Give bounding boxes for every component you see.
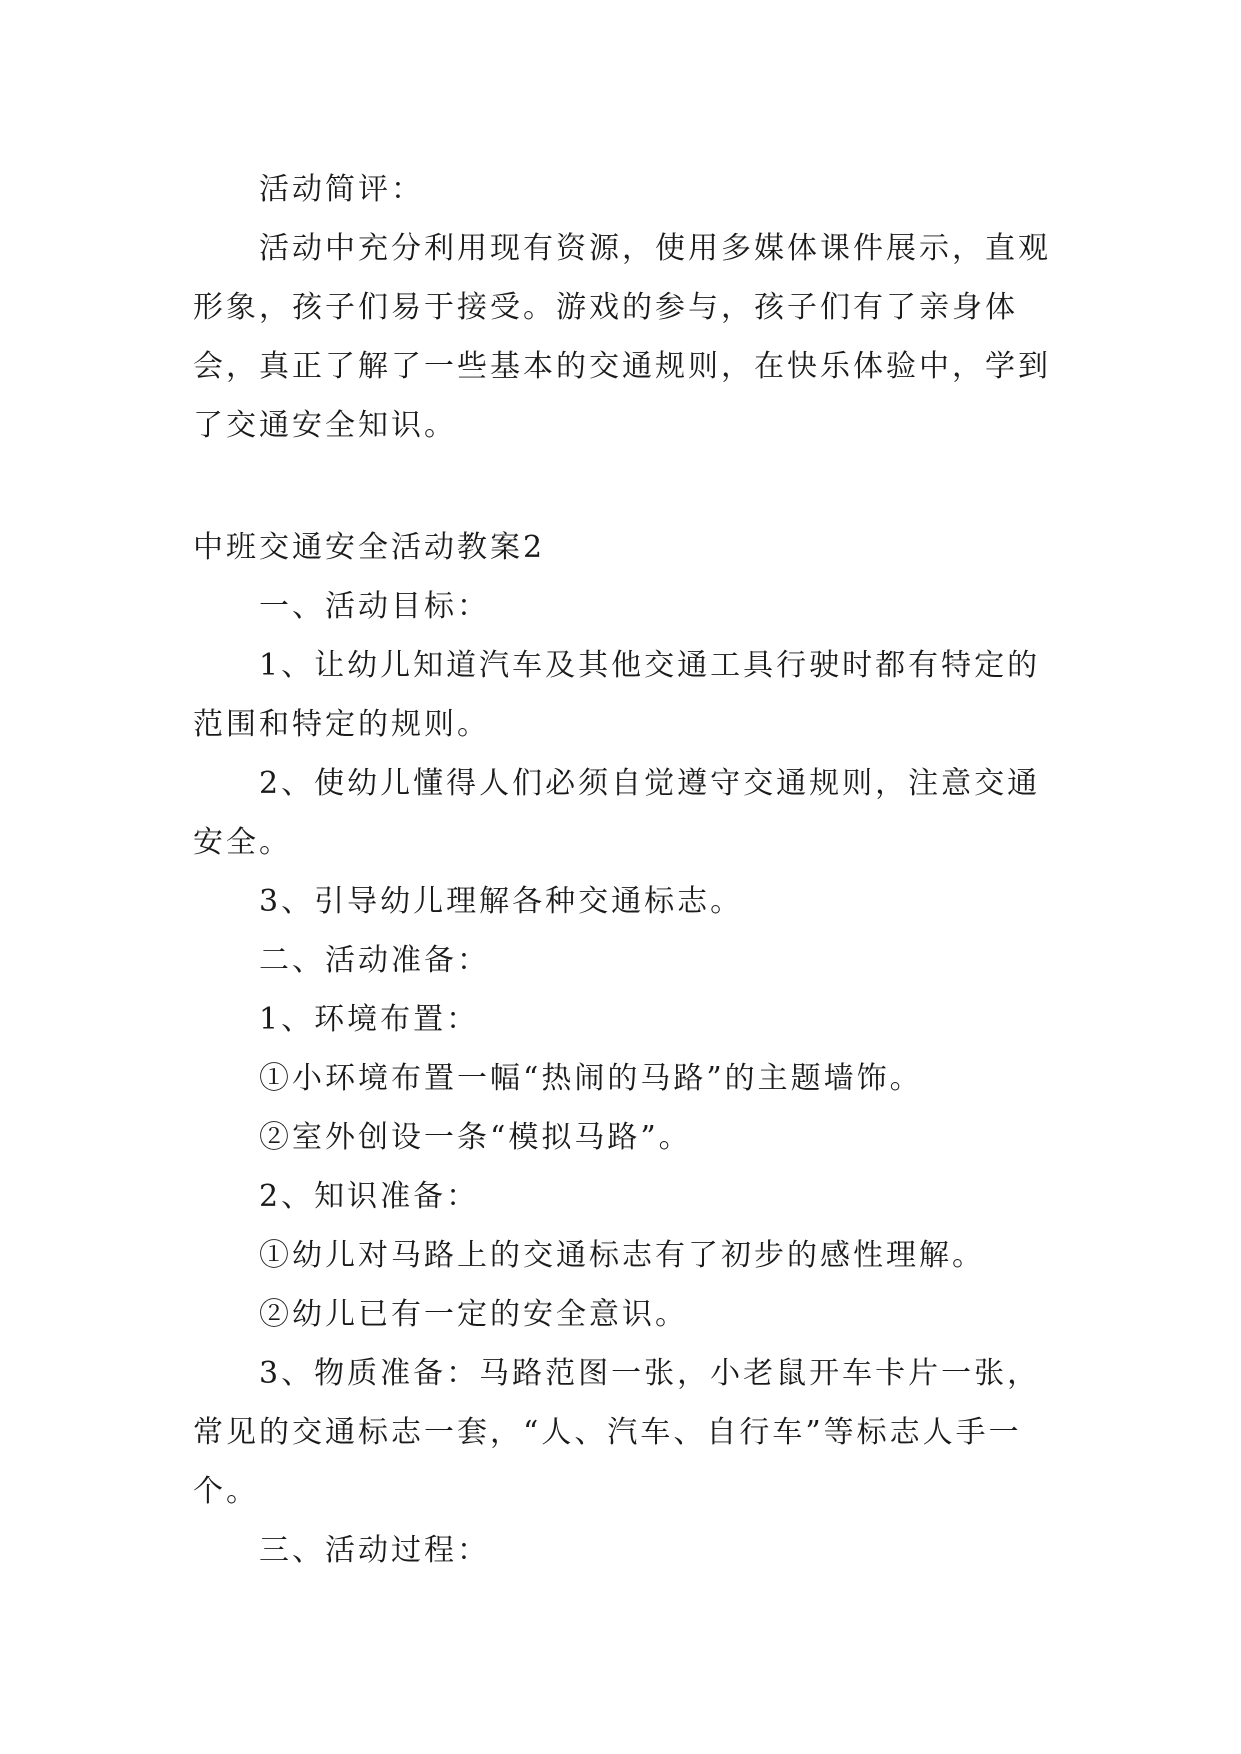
knowledge-item-1: ①幼儿对马路上的交通标志有了初步的感性理解。 [259,1238,985,1273]
goal-3: 3、引导幼儿理解各种交通标志。 [259,884,744,919]
review-text: 活动中充分利用现有资源，使用多媒体课件展示，直观形象，孩子们易于接受。游戏的参与，孩子们有了亲身体会，真正了解了一些基本的交通规则，在快乐体验中，学到了交通安全知识。 [193,231,1051,443]
process-heading: 三、活动过程： [259,1533,490,1568]
knowledge-heading: 2、知识准备： [259,1179,480,1214]
knowledge-item-2: ②幼儿已有一定的安全意识。 [259,1297,688,1332]
env-item-2: ②室外创设一条“模拟马路”。 [259,1120,692,1155]
goal-1: 1、让幼儿知道汽车及其他交通工具行驶时都有特定的范围和特定的规则。 [193,648,1041,742]
document-body [193,160,1053,1580]
goals-heading: 一、活动目标： [259,589,490,624]
review-label: 活动简评： [259,172,424,207]
goal-2: 2、使幼儿懂得人们必须自觉遵守交通规则，注意交通安全。 [193,766,1041,860]
materials-prep: 3、物质准备：马路范图一张，小老鼠开车卡片一张，常见的交通标志一套，“人、汽车、自行车”等标志人手一个。 [193,1356,1041,1509]
prep-heading: 二、活动准备： [259,943,490,978]
env-item-1: ①小环境布置一幅“热闹的马路”的主题墙饰。 [259,1061,923,1096]
env-heading: 1、环境布置： [259,1002,480,1037]
lesson-title: 中班交通安全活动教案2 [193,530,546,565]
